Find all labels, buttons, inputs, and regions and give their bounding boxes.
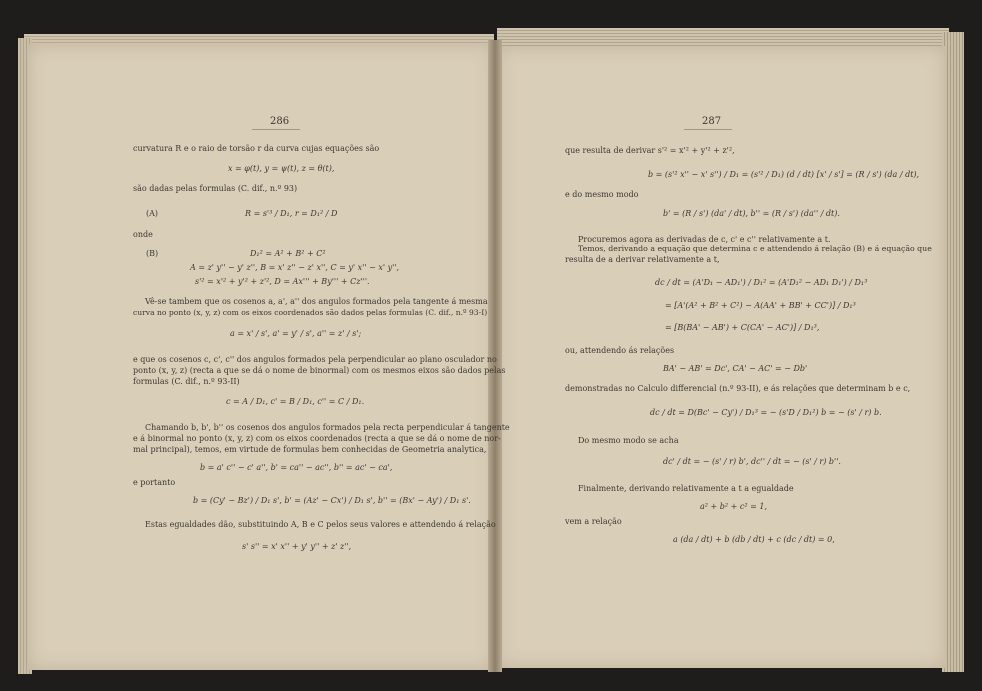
text-line: Procuremos agora as derivadas de c, c' e c'' relativamente a t. — [578, 235, 831, 244]
equation-line: dc' / dt = − (s' / r) b', dc'' / dt = − (s' / r) b''. — [663, 457, 841, 466]
text-line: e do mesmo modo — [565, 190, 639, 199]
equation-line: dc / dt = D(Bc' − Cy') / D₁³ = − (s'D / D₁²) b = − (s' / r) b. — [650, 408, 882, 417]
text-line: que resulta de derivar s'² = x'² + y'² + z'², — [565, 146, 735, 155]
equation-line: BA' − AB' = Dc', CA' − AC' = − Db' — [663, 364, 808, 373]
equation-label: (B) — [146, 249, 159, 258]
text-line: Estas egualdades dão, substituindo A, B e C pelos seus valores e attendendo á relação — [145, 520, 496, 529]
page-stack-top-left — [24, 34, 494, 44]
equation-line: s' s'' = x' x'' + y' y'' + z' z'', — [242, 542, 352, 551]
left-header-rule — [252, 129, 300, 130]
text-line: vem a relação — [565, 517, 622, 526]
text-line: Vê-se tambem que os cosenos a, a', a'' dos angulos formados pela tangente á mesma — [145, 297, 488, 306]
equation-line: x = φ(t), y = ψ(t), z = θ(t), — [228, 164, 335, 173]
equation-label: (A) — [146, 209, 159, 218]
equation-line: A = z' y'' − y' z'', B = x' z'' − z' x'', C = y' x'' − x' y'', — [190, 263, 400, 272]
equation-line: R = s'³ / D₁, r = D₁² / D — [245, 209, 338, 218]
right-header-rule — [684, 129, 732, 130]
right-page — [497, 46, 945, 668]
page-stack-top-right — [497, 28, 949, 46]
equation-line: s'² = x'² + y'² + z'², D = Ax''' + By''' + Cz'''. — [195, 277, 370, 286]
equation-line: b = (s'² x'' − x' s'') / D₁ = (s'² / D₁) (d / dt) [x' / s'] = (R / s') (da / dt), — [648, 170, 920, 179]
text-line: resulta de a derivar relativamente a t, — [565, 255, 720, 264]
equation-line: = [B(BA' − AB') + C(CA' − AC')] / D₁³, — [665, 323, 820, 332]
text-line: demonstradas no Calculo differencial (n.º 93-II), e ás relações que determinam b e c, — [565, 384, 911, 393]
text-line: ou, attendendo ás relações — [565, 346, 675, 355]
page-stack-right-edge — [942, 32, 964, 672]
equation-line: a² + b² + c² = 1, — [700, 502, 767, 511]
text-line: curva no ponto (x, y, z) com os eixos coordenados são dados pelas formulas (C. dif., n.º 93-I) — [133, 308, 488, 317]
text-line: Temos, derivando a equação que determina c e attendendo á relação (B) e á equação que — [578, 244, 932, 253]
left-page-number: 286 — [270, 116, 290, 127]
equation-line: a = x' / s', a' = y' / s', a'' = z' / s'; — [230, 329, 362, 338]
text-line: Finalmente, derivando relativamente a t a egualdade — [578, 484, 794, 493]
equation-line: D₁² = A² + B² + C² — [250, 249, 326, 258]
text-line: curvatura R e o raio de torsão r da curva cujas equações são — [133, 144, 380, 153]
text-line: e que os cosenos c, c', c'' dos angulos formados pela perpendicular ao plano osculador no — [133, 355, 497, 364]
equation-line: dc / dt = (A'D₁ − AD₁') / D₁² = (A'D₁² − AD₁ D₁') / D₁³ — [655, 278, 868, 287]
text-line: formulas (C. dif., n.º 93-II) — [133, 377, 240, 386]
text-line: e portanto — [133, 478, 176, 487]
equation-line: a (da / dt) + b (db / dt) + c (dc / dt) = 0, — [673, 535, 835, 544]
text-line: Chamando b, b', b'' os cosenos dos angulos formados pela recta perpendicular á tangente — [145, 423, 510, 432]
text-line: e á binormal no ponto (x, y, z) com os eixos coordenados (recta a que se dá o nome de nor- — [133, 434, 501, 443]
text-line: onde — [133, 230, 153, 239]
text-line: são dadas pelas formulas (C. dif., n.º 93) — [133, 184, 298, 193]
equation-line: b = a' c'' − c' a'', b' = ca'' − ac'', b'' = ac' − ca', — [200, 463, 393, 472]
equation-line: b = (Cy' − Bz') / D₁ s', b' = (Az' − Cx') / D₁ s', b'' = (Bx' − Ay') / D₁ s'. — [193, 496, 471, 505]
text-line: ponto (x, y, z) (recta a que se dá o nome de binormal) com os mesmos eixos são dados pelas — [133, 366, 506, 375]
equation-line: c = A / D₁, c' = B / D₁, c'' = C / D₁. — [226, 397, 365, 406]
text-line: Do mesmo modo se acha — [578, 436, 679, 445]
equation-line: = [A'(A² + B² + C²) − A(AA' + BB' + CC')] / D₁³ — [665, 301, 856, 310]
text-line: mal principal), temos, em virtude de formulas bem conhecidas de Geometria analytica, — [133, 445, 487, 454]
equation-line: b' = (R / s') (da' / dt), b'' = (R / s') (da'' / dt). — [663, 209, 840, 218]
right-page-number: 287 — [702, 116, 722, 127]
